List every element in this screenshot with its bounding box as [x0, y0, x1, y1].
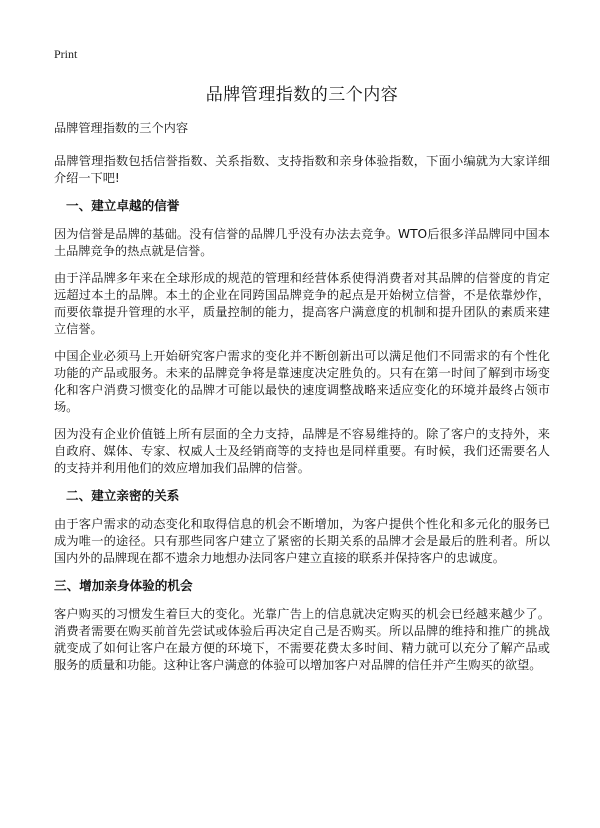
section-heading-relationship: 二、建立亲密的关系	[66, 488, 180, 503]
section-heading-experience: 三、增加亲身体验的机会	[54, 578, 193, 593]
document-subtitle: 品牌管理指数的三个内容	[54, 121, 189, 135]
section-paragraph: 中国企业必须马上开始研究客户需求的变化并不断创新出可以满足他们不同需求的有个性化功能的产品或服务。未来的品牌竞争将是靠速度决定胜负的。只有在第一时间了解到市场变化和客户消费习惯变化的品牌才可能以最快的速度调整战略来适应变化的环境并最终占领市场。	[54, 349, 550, 414]
intro-paragraph: 品牌管理指数包括信誉指数、关系指数、支持指数和亲身体验指数，下面小编就为大家详细介绍一下吧!	[54, 154, 550, 185]
section-paragraph: 由于客户需求的动态变化和取得信息的机会不断增加，为客户提供个性化和多元化的服务已成为唯一的途径。只有那些同客户建立了紧密的长期关系的品牌才会是最后的胜利者。所以国内外的品牌现在都不遗余力地想办法同客户建立直接的联系并保持客户的忠诚度。	[54, 517, 550, 565]
section-paragraph: 由于洋品牌多年来在全球形成的规范的管理和经营体系使得消费者对其品牌的信誉度的肯定远超过本土的品牌。本土的企业在同跨国品牌竞争的起点是开始树立信誉，不是依靠炒作，而要依靠提升管理的水平，质量控制的能力，提高客户满意度的机制和提升团队的素质来建立信誉。	[54, 271, 550, 336]
document-body	[54, 120, 550, 684]
section-paragraph: 因为信誉是品牌的基础。没有信誉的品牌几乎没有办法去竞争。WTO后很多洋品牌同中国本土品牌竞争的热点就是信誉。	[54, 227, 550, 258]
section-paragraph: 客户购买的习惯发生着巨大的变化。光靠广告上的信息就决定购买的机会已经越来越少了。消费者需要在购买前首先尝试或体验后再决定自己是否购买。所以品牌的维持和推广的挑战就变成了如何让客户在最方便的环境下，不需要花费太多时间、精力就可以充分了解产品或服务的质量和功能。这种让客户满意的体验可以增加客户对品牌的信任并产生购买的欲望。	[54, 607, 550, 672]
page-title: 品牌管理指数的三个内容	[205, 85, 399, 105]
section-paragraph: 因为没有企业价值链上所有层面的全力支持，品牌是不容易维持的。除了客户的支持外，来自政府、媒体、专家、权威人士及经销商等的支持也是同样重要。有时候，我们还需要名人的支持并利用他们的效应增加我们品牌的信誉。	[54, 427, 550, 475]
print-link[interactable]: Print	[54, 47, 78, 61]
section-heading-reputation: 一、建立卓越的信誉	[66, 198, 180, 213]
